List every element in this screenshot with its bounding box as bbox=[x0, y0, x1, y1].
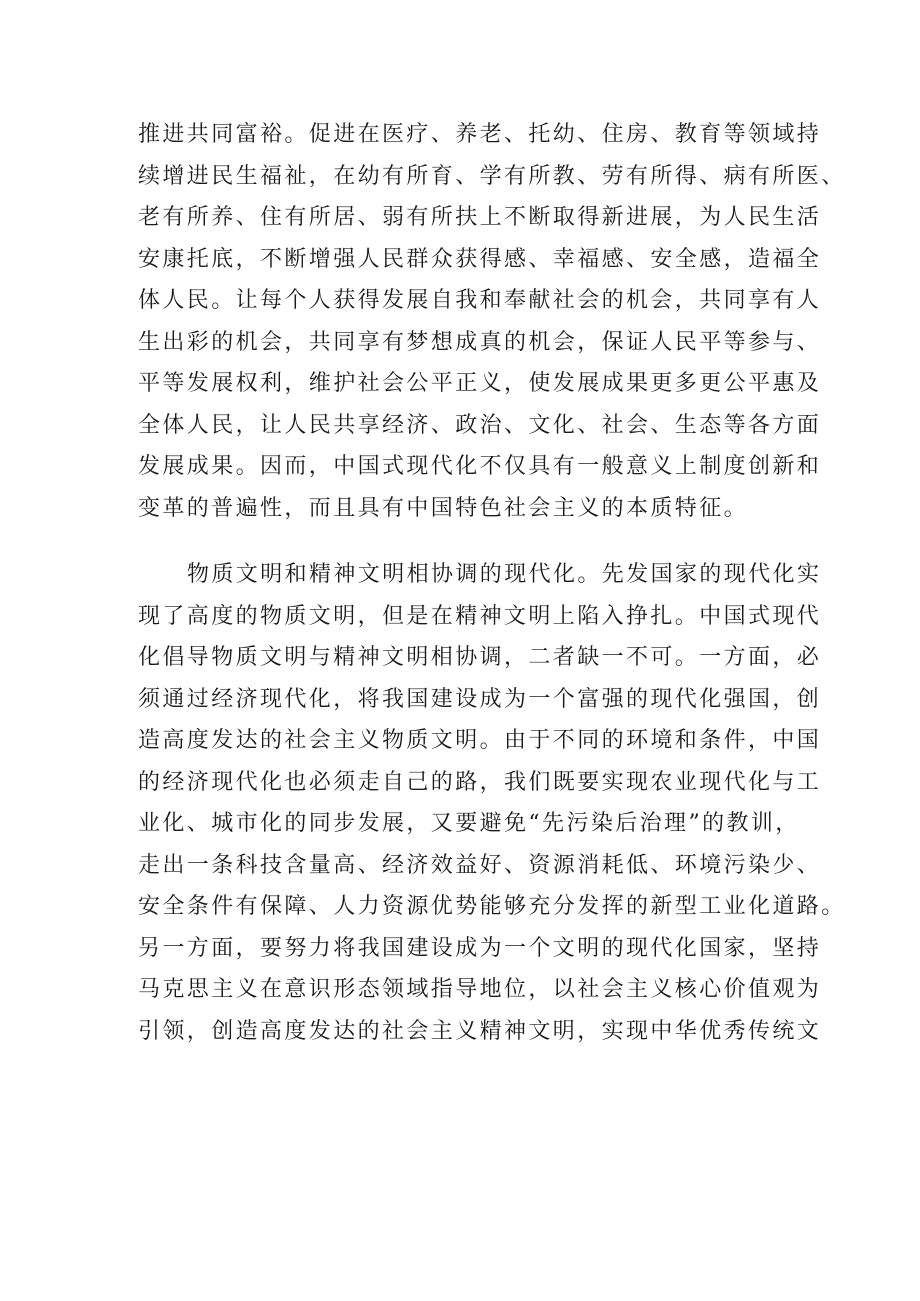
text-line: 引领，创造高度发达的社会主义精神文明，实现中华优秀传统文 bbox=[138, 1018, 822, 1044]
text-line: 变革的普遍性，而且具有中国特色社会主义的本质特征。 bbox=[138, 495, 749, 521]
text-line: 推进共同富裕。促进在医疗、养老、托幼、住房、教育等领域持 bbox=[138, 122, 822, 147]
text-line: 平等发展权利，维护社会公平正义，使发展成果更多更公平惠及 bbox=[138, 371, 822, 396]
paragraph-material-spiritual bbox=[138, 554, 846, 1052]
text-line-first-indented: 物质文明和精神文明相协调的现代化。先发国家的现代化实 bbox=[187, 562, 822, 587]
text-line: 体人民。让每个人获得发展自我和奉献社会的机会，共同享有人 bbox=[138, 288, 822, 313]
text-line: 发展成果。因而，中国式现代化不仅具有一般意义上制度创新和 bbox=[138, 454, 822, 479]
text-line: 安全条件有保障、人力资源优势能够充分发挥的新型工业化道路。 bbox=[138, 894, 846, 919]
text-line: 全体人民，让人民共享经济、政治、文化、社会、生态等各方面 bbox=[138, 412, 822, 438]
text-line: 的经济现代化也必须走自己的路，我们既要实现农业现代化与工 bbox=[138, 769, 822, 795]
text-line: 走出一条科技含量高、经济效益好、资源消耗低、环境污染少、 bbox=[138, 852, 822, 878]
document-body bbox=[138, 114, 846, 1052]
text-line: 化倡导物质文明与精神文明相协调，二者缺一不可。一方面，必 bbox=[138, 645, 822, 670]
text-line: 另一方面，要努力将我国建设成为一个文明的现代化国家，坚持 bbox=[138, 935, 822, 961]
text-line: 业化、城市化的同步发展，又要避免“先污染后治理”的教训， bbox=[138, 811, 800, 836]
text-line: 安康托底，不断增强人民群众获得感、幸福感、安全感，造福全 bbox=[138, 246, 822, 272]
paragraph-spacer bbox=[138, 529, 818, 554]
paragraph-common-prosperity bbox=[138, 114, 846, 529]
text-line: 造高度发达的社会主义物质文明。由于不同的环境和条件，中国 bbox=[138, 728, 822, 753]
text-line: 马克思主义在意识形态领域指导地位，以社会主义核心价值观为 bbox=[138, 977, 822, 1002]
text-line: 现了高度的物质文明，但是在精神文明上陷入挣扎。中国式现代 bbox=[138, 603, 822, 629]
text-line: 生出彩的机会，共同享有梦想成真的机会，保证人民平等参与、 bbox=[138, 329, 822, 355]
text-line: 老有所养、住有所居、弱有所扶上不断取得新进展，为人民生活 bbox=[138, 205, 822, 230]
text-line: 续增进民生福祉，在幼有所育、学有所教、劳有所得、病有所医、 bbox=[138, 163, 846, 189]
text-line: 须通过经济现代化，将我国建设成为一个富强的现代化强国，创 bbox=[138, 686, 822, 712]
